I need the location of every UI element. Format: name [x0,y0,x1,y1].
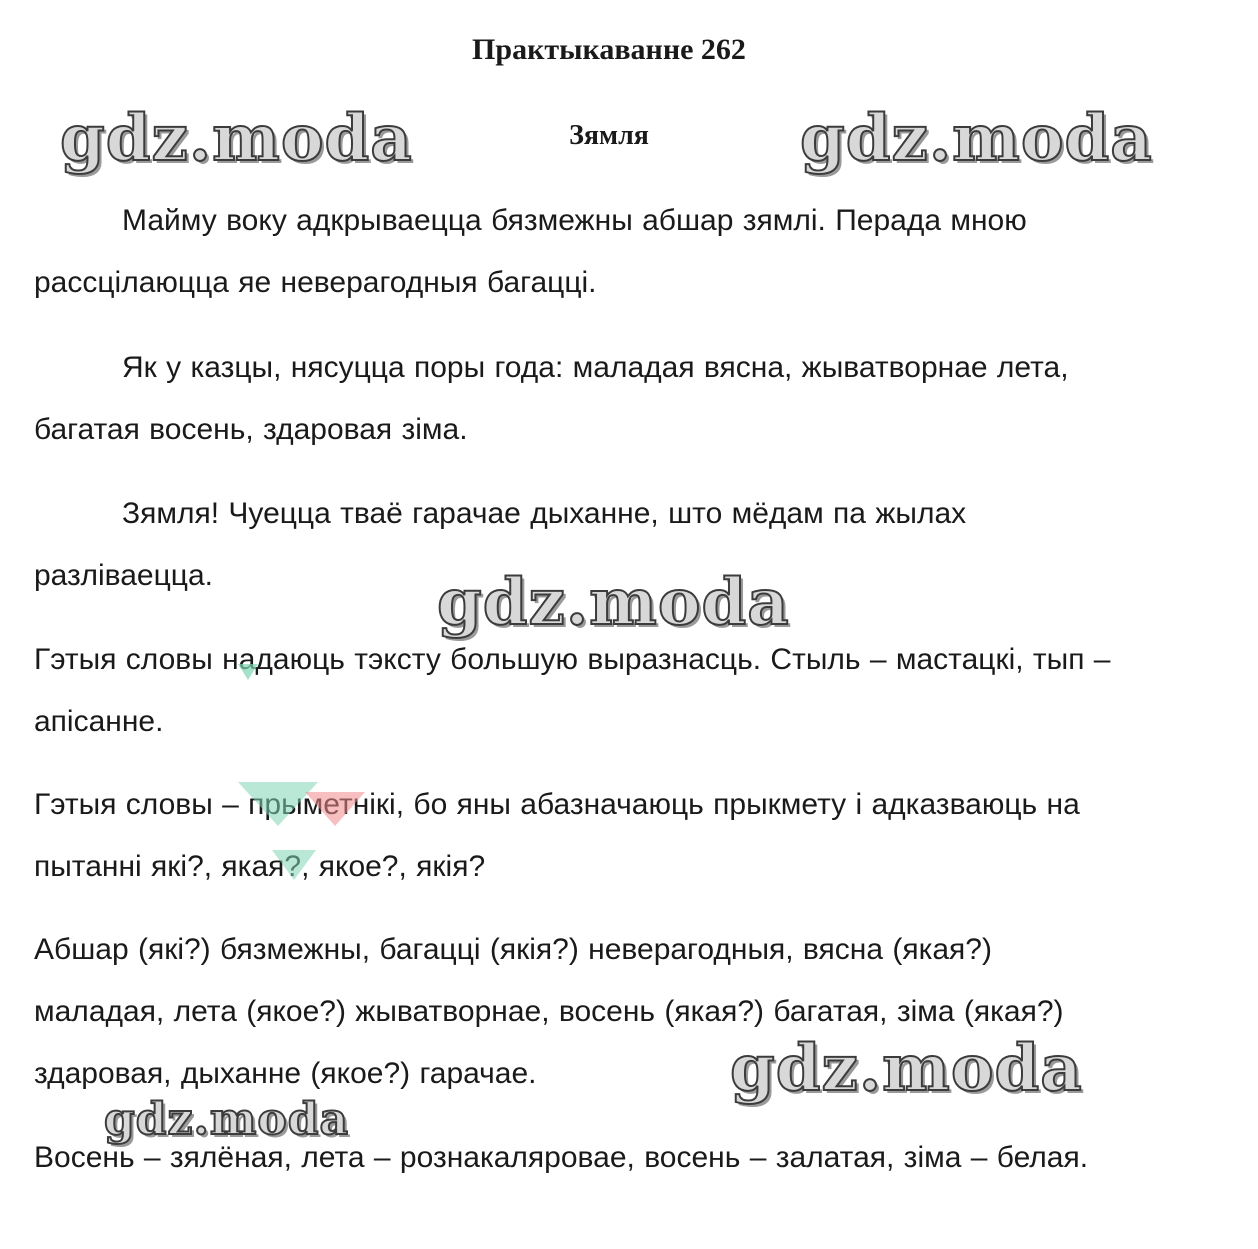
paragraph-line: Восень – зялёная, лета – рознакаляровае, восень – залатая, зіма – белая. [34,1141,1089,1174]
page-title: Практыкаванне 262 [472,33,746,66]
paragraph-1 [34,190,1184,314]
paragraph-line: рассцілаюцца яе неверагодныя багацці. [34,266,597,299]
paragraph-line: разліваецца. [34,559,213,592]
text-subtitle: Зямля [569,120,649,151]
watermark-logo: gdz.moda [800,101,1153,176]
watermark-logo: gdz.moda [104,1094,350,1145]
watermark-logo: gdz.moda [730,1031,1083,1106]
paragraph-line: здаровая, дыханне (якое?) гарачае. [34,1057,537,1090]
paragraph-4 [34,629,1184,753]
accent-triangle [272,850,316,880]
paragraph-line: Гэтыя словы надаюць тэксту большую выразнасць. Стыль – мастацкі, тып – [34,643,1111,676]
paragraph-line: пытанні які?, якая?, якое?, якія? [34,850,486,883]
paragraph-line: Гэтыя словы – прыметнікі, бо яны абазначаюць прыкмету і адказваюць на [34,788,1080,821]
paragraph-line: маладая, лета (якое?) жыватворнае, восень (якая?) багатая, зіма (якая?) [34,995,1064,1028]
paragraph-line: Зямля! Чуецца тваё гарачае дыханне, што мёдам па жылах [122,497,967,530]
paragraph-line: апісанне. [34,705,164,738]
paragraph-line: Як у казцы, нясуцца поры года: маладая вясна, жыватворнае лета, [122,351,1069,384]
accent-triangle [238,664,258,680]
watermark-logo: gdz.moda [60,101,413,176]
paragraph-line: Майму воку адкрываецца бязмежны абшар зямлі. Перада мною [122,204,1027,237]
accent-triangle [305,792,365,826]
paragraph-5 [34,774,1184,898]
paragraph-line: Абшар (які?) бязмежны, багацці (якія?) неверагодныя, вясна (якая?) [34,933,992,966]
paragraph-2 [34,337,1184,461]
paragraph-line: багатая восень, здаровая зіма. [34,413,468,446]
watermark-logo: gdz.moda [437,565,790,640]
